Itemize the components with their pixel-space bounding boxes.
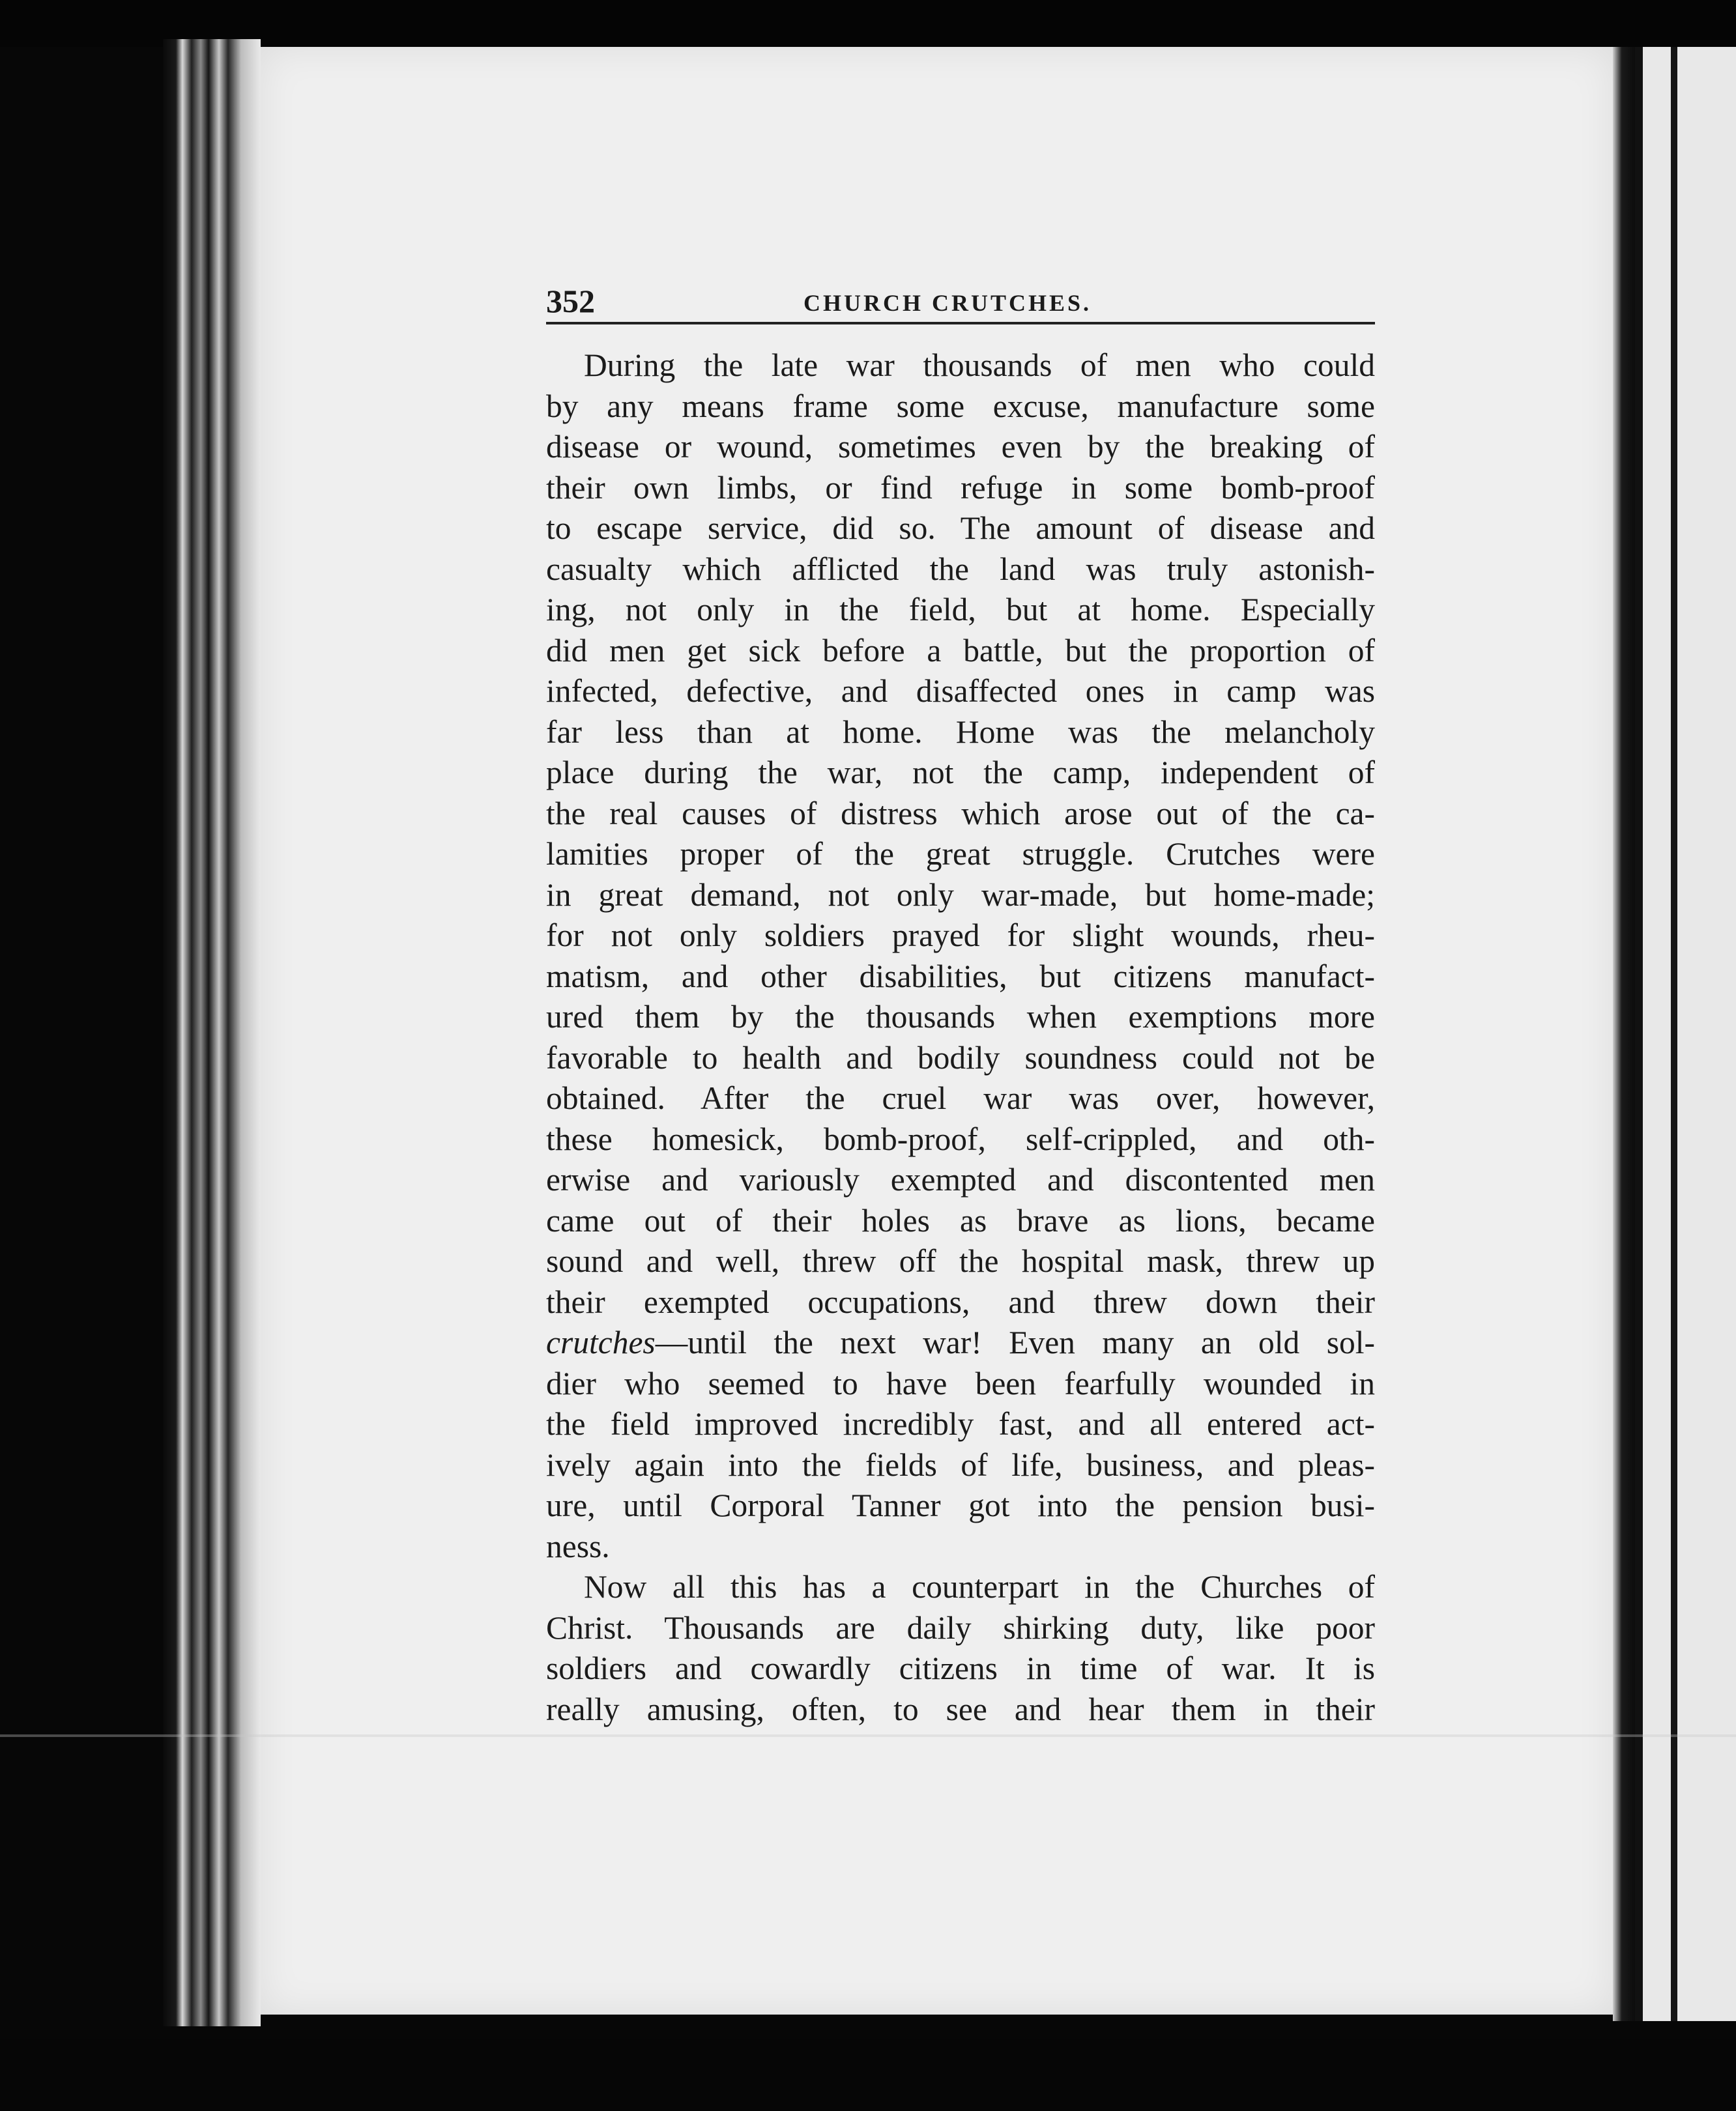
text-line-italic [546, 1323, 1375, 1364]
text-line: During the late war thousands of men who could [584, 347, 1375, 383]
text-line: sound and well, threw off the hospital mask, threw up [546, 1243, 1375, 1279]
text-line-continuation: —until the next war! Even many an old sol- [655, 1325, 1375, 1360]
scan-border-bottom [0, 2039, 1736, 2111]
body-text [546, 345, 1375, 1730]
text-line: the field improved incredibly fast, and all entered act- [546, 1406, 1375, 1442]
text-line: Christ. Thousands are daily shirking duty, like poor [546, 1609, 1375, 1646]
italic-word: crutches [546, 1325, 656, 1360]
page-gutter-right [1613, 47, 1635, 2021]
page-number: 352 [546, 283, 595, 319]
text-line: ured them by the thousands when exemptions more [546, 999, 1375, 1035]
text-line: really amusing, often, to see and hear them in their [546, 1691, 1375, 1727]
running-title: CHURCH CRUTCHES. [803, 290, 1092, 316]
scan-artifact-line [0, 1734, 1736, 1737]
text-line: infected, defective, and disaffected ones in camp was [546, 673, 1375, 709]
text-line: the real causes of distress which arose out of the ca- [546, 795, 1375, 831]
text-line: soldiers and cowardly citizens in time of war. It is [546, 1650, 1375, 1686]
book-spine [163, 39, 261, 2026]
text-line: in great demand, not only war-made, but home-made; [546, 876, 1375, 913]
text-line: ing, not only in the field, but at home. Especially [546, 592, 1375, 627]
text-line: erwise and variously exempted and discontented men [546, 1162, 1375, 1198]
text-line: lamities proper of the great struggle. Crutches were [546, 836, 1375, 872]
text-line: favorable to health and bodily soundness could not be [546, 1039, 1375, 1076]
page-header [546, 280, 1375, 324]
text-line: obtained. After the cruel war was over, however, [546, 1080, 1375, 1116]
text-line: by any means frame some excuse, manufacture some [546, 388, 1375, 424]
text-line: ively again into the fields of life, business, and pleas- [546, 1446, 1375, 1483]
text-line: dier who seemed to have been fearfully wounded in [546, 1365, 1375, 1401]
text-line: place during the war, not the camp, independent of [546, 754, 1375, 790]
facing-page-edge [1635, 47, 1736, 2021]
text-line: to escape service, did so. The amount of disease and [546, 510, 1375, 546]
text-line: ure, until Corporal Tanner got into the pension busi- [546, 1487, 1375, 1523]
text-line: ness. [546, 1528, 610, 1564]
paragraph-2 [546, 1567, 1375, 1730]
text-line: their own limbs, or find refuge in some bomb-proof [546, 469, 1375, 506]
text-line: matism, and other disabilities, but citizens manufact- [546, 958, 1375, 994]
text-line: Now all this has a counterpart in the Churches of [584, 1569, 1375, 1605]
text-line: came out of their holes as brave as lions, became [546, 1202, 1375, 1239]
text-line: far less than at home. Home was the melancholy [546, 713, 1375, 750]
paragraph-1 [546, 345, 1375, 1567]
text-line: for not only soldiers prayed for slight wounds, rheu- [546, 917, 1375, 953]
text-line: did men get sick before a battle, but the proportion of [546, 632, 1375, 668]
text-line: casualty which afflicted the land was truly astonish- [546, 551, 1375, 587]
text-line: disease or wound, sometimes even by the breaking of [546, 429, 1375, 465]
text-line: these homesick, bomb-proof, self-crippled, and oth- [546, 1121, 1375, 1157]
text-line: their exempted occupations, and threw down their [546, 1284, 1375, 1320]
